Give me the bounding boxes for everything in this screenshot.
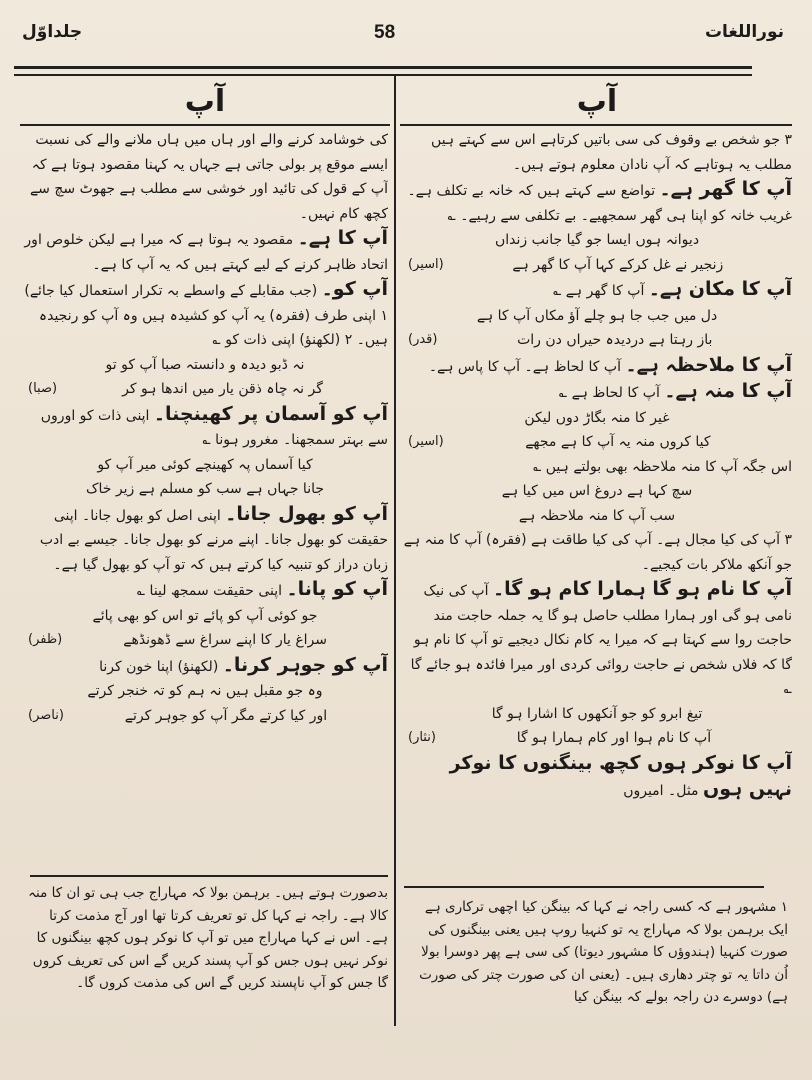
verse-text: سراغ یار کا اپنے سراغ سے ڈھونڈھے (123, 632, 328, 648)
verse-line (402, 479, 792, 504)
entry-definition: آپ کا لحاظ ہے ؎ (558, 385, 660, 401)
entry-definition: اپنی اصل کو بھول جانا۔ اپنی حقیقت کو بھول جانا۔ اپنے مرنے کو بھول جانا۔ جیسے بے ادب زبان دراز کو تنبیہ کیا کرتے ہیں کہ تو آپ کو بھول گیا ہے۔ (39, 507, 388, 573)
dictionary-entry (402, 577, 792, 702)
left-footnote: بدصورت ہوتے ہیں۔ برہمن بولا کہ مہاراج جب ہی تو ان کا منہ کالا ہے۔ راجہ نے کہا کل تو تعریف کرتا تھا اور آج مذمت کرتا ہے۔ اس نے کہا مہاراج میں تو آپ کا نوکر ہوں کچھ بینگنوں کا نوکر نہیں ہوں جس کو آپ پسند کریں گے اس کی تعریف کروں گا جس کو آپ ناپسند کریں گے اس کی مذمت کروں گا۔ (28, 885, 388, 991)
entry-headword: آپ کو بھول جانا۔ (225, 502, 388, 525)
verse-text: وہ جو مقبل ہیں نہ ہم کو تہ خنجر کرتے (87, 683, 323, 699)
verse-text: دل میں جب جا ہو چلے آؤ مکاں آپ کا ہے (476, 307, 718, 324)
heading-rule-right (400, 124, 792, 126)
right-footnote: ۱ مشہور ہے کہ کسی راجہ نے کہا کہ بینگن کیا اچھی ترکاری ہے ایک برہمن بولا کہ مہاراج یہ تو کنہیا روپ ہیں یعنی بینگنوں کی صورت کنہیا (ہندوؤں کا مشہور دیوتا) کی سی ہے پھر دوسرا بولا اُن داتا یہ تو چتر دھاری ہیں۔ (یعنی ان کی صورت چتر کی صورت ہے) دوسرے دن راجہ بولے کہ بینگن کیا (419, 899, 788, 1005)
verse-text: تیغ ابرو کو جو آنکھوں کا اشارا ہو گا (491, 705, 703, 722)
verse-text: اور کیا کرتے مگر آپ کو جوہر کرتے (124, 707, 328, 724)
page-number: 58 (374, 22, 396, 43)
verse-text: گر نہ چاہ ذقن یار میں اندھا ہو کر (122, 381, 323, 397)
dictionary-entry (402, 177, 792, 228)
heading-rule-left (20, 124, 390, 126)
entry-headword: آپ کو پانا۔ (286, 578, 388, 600)
verse-text: جو کوئی آپ کو پائے تو اس کو بھی پائے (92, 607, 318, 624)
entry-definition: مثل۔ امیروں (623, 783, 699, 799)
entry-headword: آپ کا نوکر ہوں کچھ بینگنوں کا نوکر نہیں ہوں (449, 751, 792, 800)
entry-headword: آپ کا مکان ہے۔ (648, 278, 792, 300)
entry-headword: آپ کا نام ہو گا ہمارا کام ہو گا۔ (492, 578, 792, 600)
dictionary-entry (22, 277, 388, 353)
poet-attribution: (اسیر) (408, 256, 444, 272)
verse-text: باز رہتا ہے دردیدہ حیراں دن رات (517, 332, 713, 348)
entry-definition: آپ کا گھر ہے ؎ (553, 283, 645, 299)
verse-text: کیا آسماں پہ کھینچے کوئی میر آپ کو (97, 456, 313, 473)
right-column-body (402, 128, 792, 880)
entry-headword: آپ کو۔ (321, 278, 388, 300)
dictionary-entry (402, 751, 792, 804)
right-column-heading: آپ (576, 84, 618, 119)
dictionary-title: نوراللغات (704, 22, 784, 42)
dictionary-entry (402, 379, 792, 406)
entry-definition: مقصود یہ ہوتا ہے کہ میرا ہے لیکن خلوص اور اتحاد ظاہر کرنے کے لیے کہتے ہیں کہ یہ آپ کا ہے۔ (24, 232, 388, 273)
poet-attribution: (ظفر) (28, 632, 63, 647)
paragraph: کی خوشامد کرنے والے اور ہاں میں ہاں ملانے والے کی نسبت ایسے موقع پر بولی جاتی ہے جہاں یہ کہنا مقصود ہوتا ہے کہ آپ کے قول کی تائید اور خوشی سے مطلب ہے جھوٹ سچ سے کچھ کام نہیں۔ (29, 132, 388, 222)
volume-label: جلداوّل (22, 22, 83, 42)
footnote-rule-right (404, 886, 764, 888)
left-column-body (22, 128, 388, 880)
verse-text: غیر کا منہ بگاڑ دوں لیکن (524, 409, 670, 426)
dictionary-entry (22, 577, 388, 604)
verse-line (22, 679, 388, 704)
verse-line (402, 726, 792, 751)
dictionary-entry (402, 277, 792, 304)
verse-text: جانا جہاں ہے سب کو مسلم ہے زیر خاک (85, 481, 325, 497)
header-rule-thin (14, 74, 752, 76)
verse-line (22, 477, 388, 502)
verse-text: زنجیر نے غل کرکے کہا آپ کا گھر ہے (512, 256, 724, 273)
dictionary-entry (22, 226, 388, 277)
verse-line (22, 377, 388, 402)
verse-text: سب آپ کا منہ ملاحظہ ہے (518, 507, 676, 524)
entry-definition: (لکھنؤ) اپنا خون کرنا (99, 658, 219, 675)
verse-text: نہ ڈبو دیدہ و دانستہ صبا آپ کو تو (105, 356, 305, 373)
entry-headword: آپ کا ہے۔ (297, 227, 388, 249)
column-divider (394, 74, 396, 1026)
entry-definition: اپنی حقیقت سمجھ لینا ؎ (136, 583, 283, 599)
poet-attribution: (صبا) (28, 381, 58, 396)
paragraph: اس جگہ آپ کا منہ ملاحظہ بھی بولتے ہیں ؎ (533, 458, 792, 475)
dictionary-entry (402, 353, 792, 380)
verse-line (402, 702, 792, 727)
verse-line (402, 253, 792, 278)
verse-text: کیا کروں منہ یہ آپ کا ہے مجھے (525, 434, 711, 450)
verse-line (402, 406, 792, 431)
entry-definition: تواضع سے کہتے ہیں کہ خانہ بے تکلف ہے۔ غریب خانہ کو اپنا ہی گھر سمجھیے۔ بے تکلفی سے رہیے۔ ؎ (407, 183, 792, 224)
header-rule-thick (14, 66, 752, 69)
verse-line (22, 704, 388, 729)
entry-headword: آپ کو آسمان پر کھینچنا۔ (153, 402, 388, 425)
verse-line (22, 604, 388, 629)
entry-headword: آپ کو جوہر کرنا۔ (222, 653, 388, 676)
verse-line (402, 228, 792, 253)
verse-text: دیوانہ ہوں ایسا جو گیا جانب زنداں (494, 232, 700, 248)
verse-line (402, 304, 792, 329)
entry-definition: آپ کی نیک نامی ہو گی اور ہمارا مطلب حاصل ہو گا یہ جملہ حاجت مند حاجت روا سے کہتا ہے کہ میرا یہ کام نکال دیجیے تو آپ کا نام ہو گا کہ فلاں شخص نے حاجت روائی کردی اور میرا فائدہ ہو جائے گا ؎ (410, 583, 792, 697)
entry-definition: آپ کا لحاظ ہے۔ آپ کا پاس ہے۔ (428, 358, 621, 375)
entry-definition: اپنی ذات کو اوروں سے بہتر سمجھنا۔ مغرور ہونا ؎ (40, 407, 388, 448)
entry-headword: آپ کا گھر ہے۔ (659, 178, 792, 200)
dictionary-entry (22, 402, 388, 453)
poet-attribution: (قدر) (408, 332, 438, 347)
paragraph: ۳ آپ کی کیا مجال ہے۔ آپ کی کیا طاقت ہے (فقرہ) آپ کا منہ ہے جو آنکھ ملاکر بات کیجیے۔ (403, 532, 792, 573)
poet-attribution: (ناصر) (28, 707, 64, 723)
poet-attribution: (اسیر) (408, 434, 444, 449)
verse-line (402, 504, 792, 529)
dictionary-entry (22, 653, 388, 680)
verse-line (22, 628, 388, 653)
verse-text: آپ کا نام ہوا اور کام ہمارا ہو گا (516, 730, 712, 746)
verse-line (402, 430, 792, 455)
paragraph: ۳ جو شخص بے وقوف کی سی باتیں کرتاہے اس سے کہتے ہیں مطلب یہ ہوتاہے کہ آپ نادان معلوم ہوتے ہیں۔ (431, 132, 792, 173)
poet-attribution: (نثار) (408, 730, 436, 745)
verse-line (22, 453, 388, 478)
dictionary-entry (22, 502, 388, 578)
verse-text: سچ کہا ہے دروغ اس میں کیا ہے (501, 483, 693, 499)
entry-headword: آپ کا منہ ہے۔ (664, 380, 792, 402)
entry-definition: (جب مقابلے کے واسطے بہ تکرار استعمال کیا جائے) ۱ اپنی طرف (فقرہ) یہ آپ کو کشیدہ ہیں وہ آپ کو رنجیدہ ہیں۔ ۲ (لکھنؤ) اپنی ذات کو ؎ (24, 283, 388, 348)
left-column-heading: آپ (184, 84, 226, 119)
entry-headword: آپ کا ملاحظہ ہے۔ (625, 353, 792, 376)
verse-line (402, 328, 792, 353)
verse-line (22, 353, 388, 378)
